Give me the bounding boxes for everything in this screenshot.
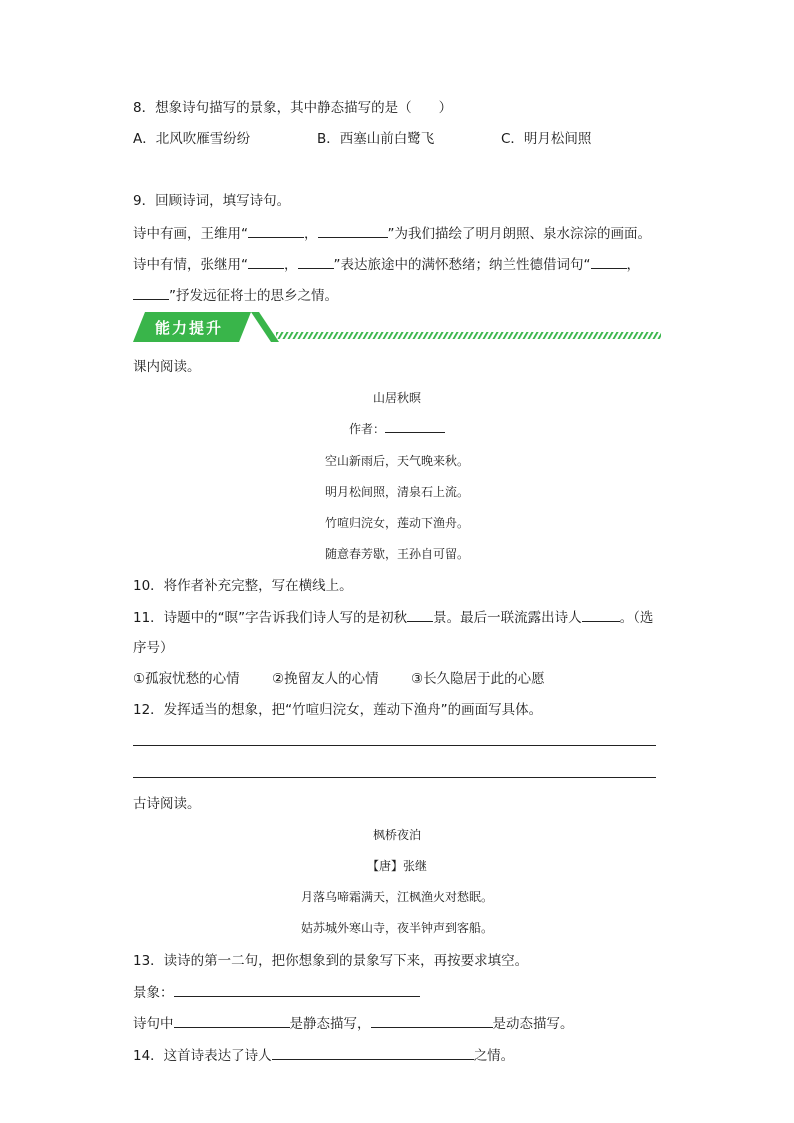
q13-text-c: 是动态描写。: [492, 1016, 574, 1032]
q8-stem: 8．想象诗句描写的景象，其中静态描写的是（ ）: [133, 100, 453, 116]
answer-blank[interactable]: [133, 285, 169, 300]
poem1-author-label: 作者：: [348, 422, 385, 436]
answer-line[interactable]: [133, 745, 656, 746]
q11-text-c: 。（选: [619, 610, 654, 626]
answer-blank[interactable]: [174, 982, 420, 997]
q8-option-a: A．北风吹雁雪纷纷: [133, 131, 251, 147]
poem1-line-3: 竹喧归浣女，莲动下渔舟。: [324, 516, 469, 530]
q13-scene-label: 景象：: [133, 985, 174, 1001]
answer-blank[interactable]: [591, 254, 627, 269]
poem1-author-line: [0, 420, 794, 438]
q9-line2-text-b: ”表达旅途中的满怀愁绪；纳兰性德借词句“: [333, 257, 591, 273]
reading2-intro: 古诗阅读。: [133, 796, 201, 812]
q11-option-1: ①孤寂忧愁的心情: [133, 671, 240, 687]
answer-blank[interactable]: [272, 1045, 474, 1060]
answer-line[interactable]: [133, 777, 656, 778]
answer-blank[interactable]: [318, 223, 388, 238]
section-title: 能力提升: [154, 319, 224, 337]
answer-blank[interactable]: [174, 1013, 290, 1028]
q11-option-3: ③长久隐居于此的心愿: [411, 671, 545, 687]
q9-line-2: [133, 254, 640, 275]
q9-line2-text-a: 诗中有情，张继用“: [133, 257, 248, 273]
poem2-author: 【唐】张继: [366, 859, 427, 873]
q9-line1-text-a: 诗中有画，王维用“: [133, 226, 248, 242]
q10-stem: 10．将作者补充完整，写在横线上。: [133, 578, 353, 594]
section-banner: [133, 312, 661, 342]
answer-blank[interactable]: [407, 607, 433, 622]
q14-text-a: 14．这首诗表达了诗人: [133, 1048, 272, 1064]
author-blank[interactable]: [385, 420, 445, 433]
q9-line3-text: ”抒发远征将士的思乡之情。: [169, 288, 338, 304]
q8-option-b: B．西塞山前白鹭飞: [317, 131, 435, 147]
q13-scene-line: [133, 982, 420, 1003]
q9-line-3: [133, 285, 338, 306]
q8-option-c: C．明月松间照: [501, 131, 592, 147]
banner-hatch-stripe: [276, 332, 661, 339]
q9-line1-sep: ，: [304, 226, 318, 242]
poem2-title: 枫桥夜泊: [372, 828, 421, 842]
q13-text-b: 是静态描写，: [289, 1016, 371, 1032]
poem2-line-2: 姑苏城外寒山寺，夜半钟声到客船。: [300, 921, 493, 935]
q9-line1-text-b: ”为我们描绘了明月朗照、泉水淙淙的画面。: [387, 226, 651, 242]
q12-stem: 12．发挥适当的想象，把“竹喧归浣女，莲动下渔舟”的画面写具体。: [133, 702, 543, 718]
poem1-title: 山居秋暝: [372, 391, 421, 405]
q11-text-b: 景。最后一联流露出诗人: [433, 610, 582, 626]
poem1-line-4: 随意春芳歇，王孙自可留。: [324, 547, 469, 561]
q11-line-2: 序号）: [133, 640, 174, 656]
q13-text-a: 诗句中: [133, 1016, 174, 1032]
q14-text-b: 之情。: [473, 1048, 515, 1064]
answer-blank[interactable]: [248, 254, 284, 269]
q11-text-a: 11．诗题中的“暝”字告诉我们诗人写的是初秋: [133, 610, 408, 626]
banner-accent-slash: [251, 312, 279, 342]
reading1-intro: 课内阅读。: [133, 359, 201, 375]
q9-stem: 9．回顾诗词，填写诗句。: [133, 193, 291, 209]
q11-line-1: [133, 607, 653, 628]
answer-blank[interactable]: [248, 223, 304, 238]
poem2-line-1: 月落乌啼霜满天，江枫渔火对愁眠。: [300, 890, 493, 904]
q14-line: [133, 1045, 514, 1066]
q13-stem: 13．读诗的第一二句，把你想象到的景象写下来，再按要求填空。: [133, 953, 529, 969]
answer-blank[interactable]: [371, 1013, 493, 1028]
poem1-line-2: 明月松间照，清泉石上流。: [324, 485, 469, 499]
q11-option-2: ②挽留友人的心情: [272, 671, 379, 687]
q13-fill-line: [133, 1013, 574, 1034]
q9-line-1: [133, 223, 651, 244]
q9-line2-sep2: ，: [626, 257, 640, 273]
q9-line2-sep: ，: [284, 257, 298, 273]
answer-blank[interactable]: [582, 607, 620, 622]
poem1-line-1: 空山新雨后，天气晚来秋。: [324, 454, 469, 468]
answer-blank[interactable]: [298, 254, 334, 269]
